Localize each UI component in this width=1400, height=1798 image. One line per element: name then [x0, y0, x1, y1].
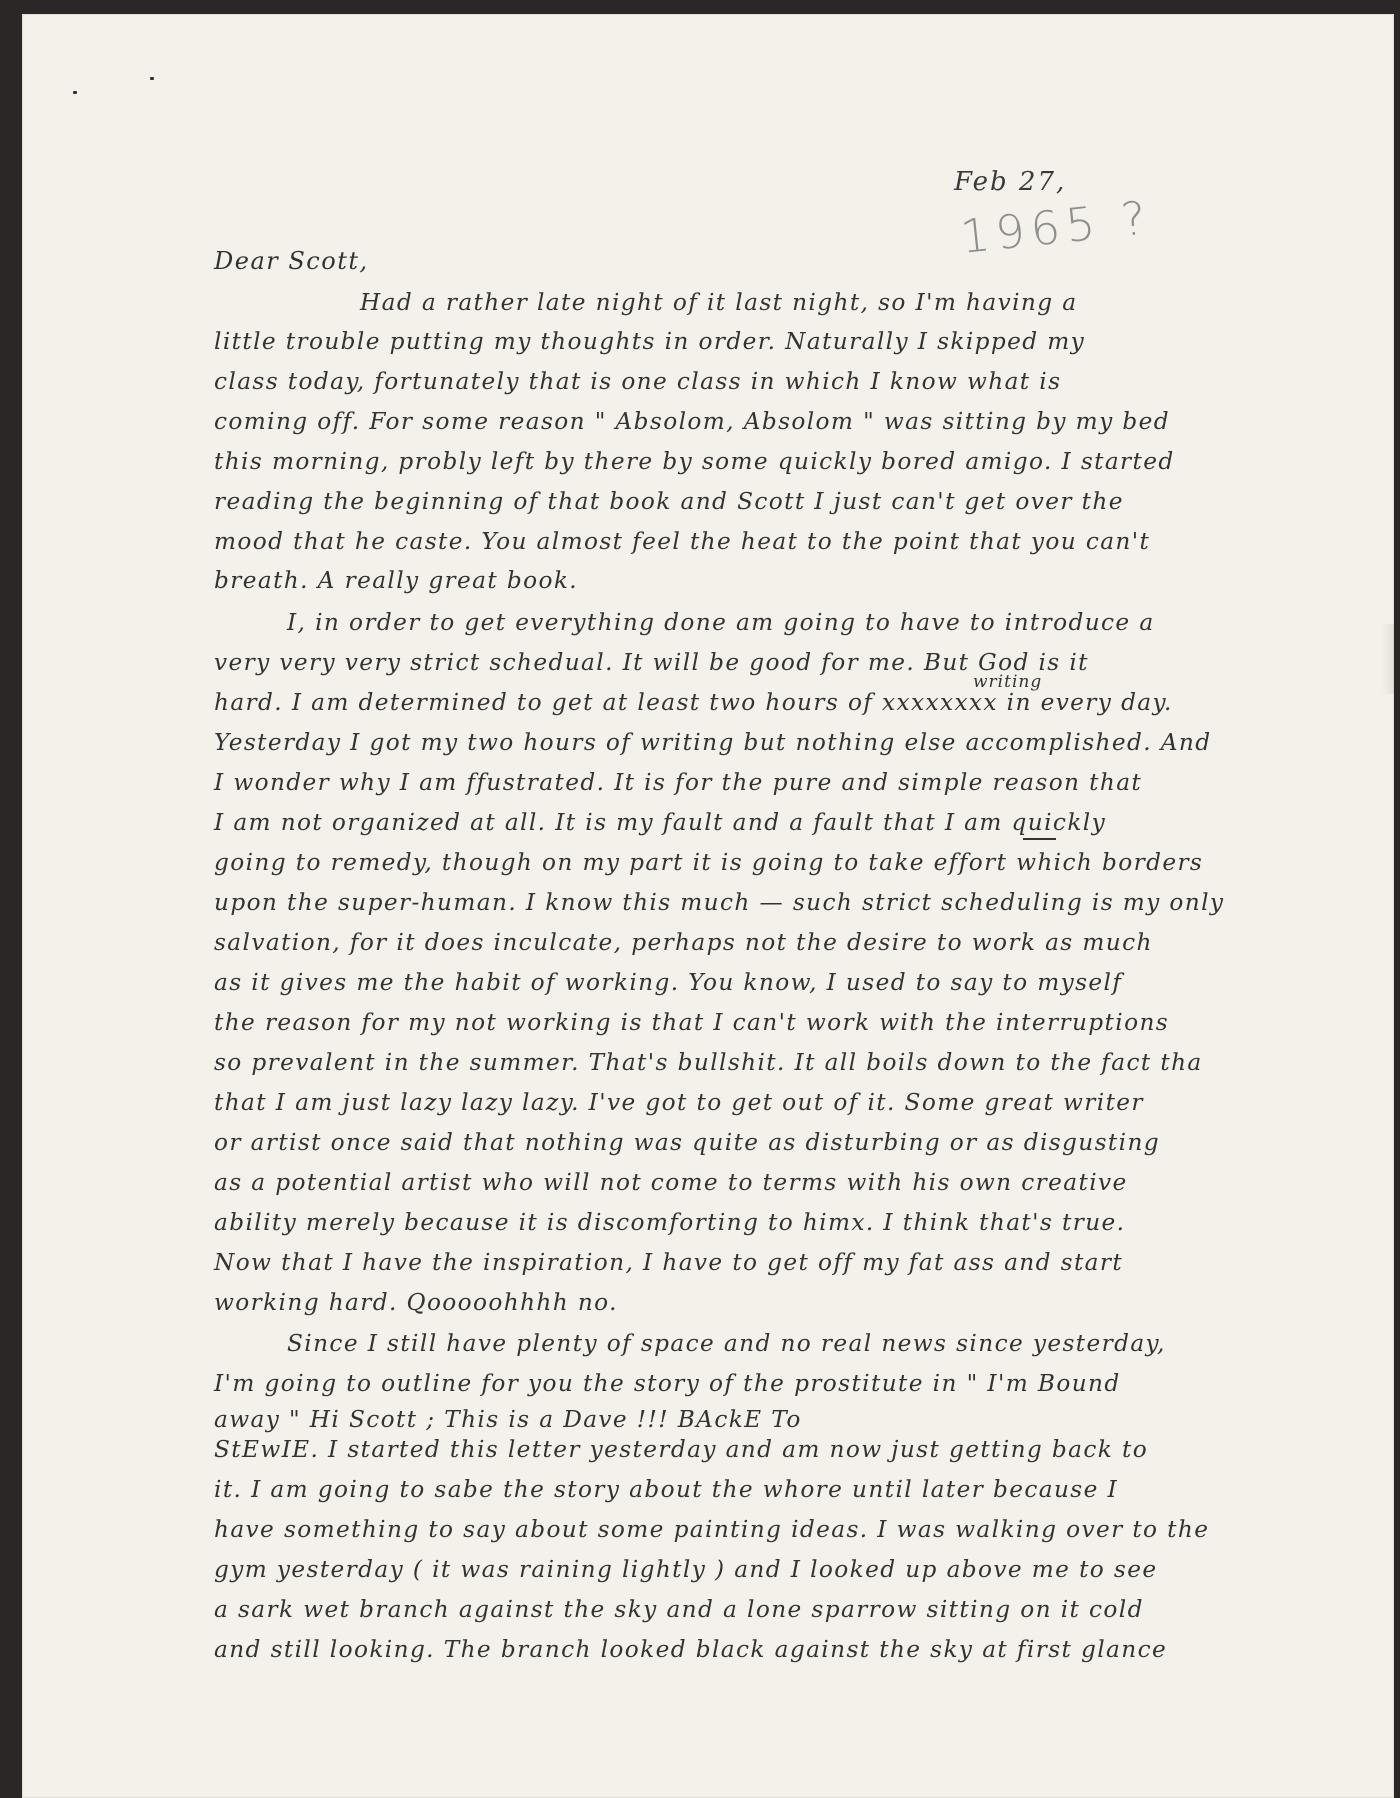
body-line: StEwIE. I started this letter yesterday and am now just getting back to	[214, 1436, 1149, 1463]
body-line: mood that he caste. You almost feel the heat to the point that you can't	[214, 528, 1151, 555]
body-line: Now that I have the inspiration, I have to get off my fat ass and start	[214, 1249, 1124, 1276]
body-line: Yesterday I got my two hours of writing but nothing else accomplished. And	[214, 729, 1212, 756]
body-line: very very very strict schedual. It will be good for me. But God is it	[214, 649, 1089, 676]
body-line: Since I still have plenty of space and no real news since yesterday,	[287, 1330, 1166, 1357]
body-line: gym yesterday ( it was raining lightly ) and I looked up above me to see	[214, 1556, 1158, 1583]
body-line: ability merely because it is discomforting to himx. I think that's true.	[214, 1209, 1126, 1236]
body-line: as a potential artist who will not come to terms with his own creative	[214, 1169, 1128, 1196]
body-line: breath. A really great book.	[214, 567, 579, 594]
salutation: Dear Scott,	[214, 247, 369, 275]
body-line: I wonder why I am ffustrated. It is for the pure and simple reason that	[214, 769, 1143, 796]
letter-date: Feb 27,	[954, 167, 1067, 197]
body-line: have something to say about some painting ideas. I was walking over to the	[214, 1516, 1210, 1543]
body-line: salvation, for it does inculcate, perhaps not the desire to work as much	[214, 929, 1153, 956]
underline-mark	[1023, 838, 1056, 840]
body-line: I am not organized at all. It is my fault and a fault that I am quickly	[214, 809, 1107, 836]
body-line: upon the super-human. I know this much — such strict scheduling is my only	[214, 889, 1225, 916]
body-line: little trouble putting my thoughts in order. Naturally I skipped my	[214, 328, 1086, 355]
body-line: away " Hi Scott ; This is a Dave !!! BAckE To	[214, 1406, 802, 1433]
body-line: the reason for my not working is that I can't work with the interruptions	[214, 1009, 1170, 1036]
paper-fold	[1382, 624, 1394, 694]
body-line: hard. I am determined to get at least two hours of xxxxxxxx in every day.	[214, 689, 1173, 716]
body-line: it. I am going to sabe the story about the whore until later because I	[214, 1476, 1119, 1503]
body-line: Had a rather late night of it last night, so I'm having a	[360, 289, 1078, 316]
body-line: going to remedy, though on my part it is going to take effort which borders	[214, 849, 1204, 876]
body-line: that I am just lazy lazy lazy. I've got to get out of it. Some great writer	[214, 1089, 1144, 1116]
body-line: or artist once said that nothing was quite as disturbing or as disgusting	[214, 1129, 1161, 1156]
body-line: a sark wet branch against the sky and a lone sparrow sitting on it cold	[214, 1596, 1144, 1623]
body-line: so prevalent in the summer. That's bullshit. It all boils down to the fact tha	[214, 1049, 1203, 1076]
body-line: I, in order to get everything done am going to have to introduce a	[287, 609, 1155, 636]
paper-speck	[73, 91, 77, 94]
body-line: I'm going to outline for you the story of the prostitute in " I'm Bound	[214, 1370, 1121, 1397]
paper-speck	[150, 77, 154, 80]
body-line: and still looking. The branch looked black against the sky at first glance	[214, 1636, 1168, 1663]
body-line: this morning, probly left by there by some quickly bored amigo. I started	[214, 448, 1175, 475]
handwritten-insertion: writing	[973, 672, 1043, 692]
body-line: working hard. Qooooohhhh no.	[214, 1289, 618, 1316]
body-line: class today, fortunately that is one class in which I know what is	[214, 368, 1062, 395]
handwritten-year-note: 1965 ?	[957, 190, 1155, 264]
body-line: reading the beginning of that book and Scott I just can't get over the	[214, 488, 1124, 515]
body-line: coming off. For some reason " Absolom, Absolom " was sitting by my bed	[214, 408, 1170, 435]
body-line: as it gives me the habit of working. You know, I used to say to myself	[214, 969, 1123, 996]
